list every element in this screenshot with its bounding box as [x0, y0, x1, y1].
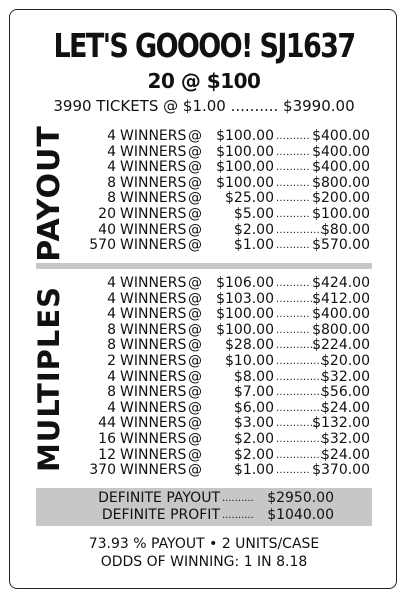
winners-label: WINNERS [120, 415, 187, 432]
leader-dots: .............. [276, 433, 324, 445]
winner-count: 4 [107, 306, 116, 323]
at-symbol: @ [188, 337, 202, 354]
payout-percentage-line: 73.93 % PAYOUT • 2 UNITS/CASE [88, 536, 320, 552]
prize-row [66, 432, 384, 448]
row-total: $24.00 [321, 446, 370, 463]
at-symbol: @ [188, 205, 202, 222]
row-total: $20.00 [321, 352, 370, 369]
row-total: $400.00 [312, 128, 370, 144]
row-total: $100.00 [312, 205, 370, 222]
row-total: $132.00 [312, 415, 370, 432]
prize-row [66, 176, 384, 192]
prize-amount: $3.00 [233, 415, 274, 432]
at-symbol: @ [188, 368, 202, 385]
prize-row [66, 323, 384, 339]
at-symbol: @ [188, 446, 202, 463]
row-total: $400.00 [312, 143, 370, 160]
prize-amount: $100.00 [216, 143, 274, 160]
prize-row [66, 238, 384, 254]
prize-amount: $1.00 [233, 462, 274, 479]
definite-payout-value: $2950.00 [267, 490, 334, 506]
at-symbol: @ [188, 290, 202, 307]
ticket-count-line: 3990 TICKETS @ $1.00 .......... $3990.00 [53, 97, 355, 115]
prize-amount: $100.00 [216, 174, 274, 191]
leader-dots: .......... [276, 208, 310, 220]
leader-dots: .......... [276, 146, 310, 158]
winner-count: 570 [89, 237, 116, 254]
leader-dots: ............ [276, 340, 317, 352]
at-symbol: @ [188, 143, 202, 160]
definite-payout-dots: .......... [222, 493, 254, 504]
leader-dots: .......... [276, 162, 310, 174]
at-symbol: @ [188, 321, 202, 338]
prize-amount: $103.00 [216, 290, 274, 307]
prize-row [66, 370, 384, 386]
at-symbol: @ [188, 306, 202, 323]
payout-rows [66, 129, 384, 254]
multiples-section-label [32, 276, 66, 481]
at-symbol: @ [188, 462, 202, 479]
prize-amount: $2.00 [233, 430, 274, 447]
definite-profit-dots: .......... [222, 510, 254, 521]
prize-row [66, 145, 384, 161]
game-subtitle: 20 @ $100 [147, 69, 261, 93]
winners-label: WINNERS [120, 462, 187, 479]
winners-label: WINNERS [120, 221, 187, 238]
winners-label: WINNERS [120, 321, 187, 338]
prize-row [66, 463, 384, 479]
winner-count: 4 [107, 128, 116, 144]
winners-label: WINNERS [120, 174, 187, 191]
prize-row [66, 276, 384, 292]
row-total: $224.00 [312, 337, 370, 354]
winner-count: 8 [107, 174, 116, 191]
leader-dots: .......... [276, 131, 310, 142]
winners-label: WINNERS [120, 352, 187, 369]
prize-row [66, 191, 384, 207]
prize-amount: $10.00 [225, 352, 274, 369]
section-divider [36, 263, 372, 269]
prize-row [66, 416, 384, 432]
at-symbol: @ [188, 430, 202, 447]
winners-label: WINNERS [120, 290, 187, 307]
prize-amount: $7.00 [233, 384, 274, 401]
winner-count: 4 [107, 290, 116, 307]
leader-dots: .......... [276, 465, 310, 477]
row-total: $370.00 [312, 462, 370, 479]
definite-payout-row [36, 490, 372, 507]
game-title: LET'S GOOOO! SJ1637 [53, 26, 355, 65]
row-total: $32.00 [321, 430, 370, 447]
prize-row [66, 385, 384, 401]
leader-dots: .......... [276, 193, 310, 205]
prize-amount: $28.00 [225, 337, 274, 354]
winners-label: WINNERS [120, 128, 187, 144]
prize-row [66, 223, 384, 239]
winners-label: WINNERS [120, 399, 187, 416]
winners-label: WINNERS [120, 446, 187, 463]
prize-row [66, 160, 384, 176]
winner-count: 8 [107, 384, 116, 401]
winner-count: 16 [98, 430, 116, 447]
multiples-label-text: MULTIPLES [32, 285, 66, 472]
prize-row [66, 292, 384, 308]
winner-count: 4 [107, 159, 116, 176]
definite-profit-value: $1040.00 [267, 507, 334, 523]
at-symbol: @ [188, 128, 202, 144]
row-total: $412.00 [312, 290, 370, 307]
prize-row [66, 448, 384, 464]
winner-count: 8 [107, 337, 116, 354]
definite-payout-label: DEFINITE PAYOUT [98, 490, 220, 506]
leader-dots: .......... [276, 324, 310, 336]
prize-amount: $1.00 [233, 237, 274, 254]
winners-label: WINNERS [120, 275, 187, 291]
prize-row [66, 401, 384, 417]
at-symbol: @ [188, 399, 202, 416]
winner-count: 370 [89, 462, 116, 479]
row-total: $24.00 [321, 399, 370, 416]
leader-dots: .............. [276, 371, 324, 383]
winners-label: WINNERS [120, 368, 187, 385]
payout-section-label [31, 124, 67, 262]
row-total: $32.00 [321, 368, 370, 385]
leader-dots: ............ [276, 293, 317, 305]
winner-count: 4 [107, 275, 116, 291]
summary-box [36, 488, 372, 526]
winners-label: WINNERS [120, 306, 187, 323]
winner-count: 44 [98, 415, 116, 432]
prize-amount: $106.00 [216, 275, 274, 291]
prize-amount: $100.00 [216, 128, 274, 144]
row-total: $570.00 [312, 237, 370, 254]
leader-dots: .......... [276, 240, 310, 252]
winners-label: WINNERS [120, 190, 187, 207]
winners-label: WINNERS [120, 205, 187, 222]
leader-dots: .............. [276, 402, 324, 414]
winners-label: WINNERS [120, 143, 187, 160]
winner-count: 4 [107, 143, 116, 160]
row-total: $424.00 [312, 275, 370, 291]
leader-dots: .............. [276, 355, 324, 367]
row-total: $400.00 [312, 306, 370, 323]
row-total: $200.00 [312, 190, 370, 207]
prize-row [66, 354, 384, 370]
row-total: $800.00 [312, 174, 370, 191]
row-total: $80.00 [321, 221, 370, 238]
at-symbol: @ [188, 190, 202, 207]
winner-count: 4 [107, 399, 116, 416]
multiples-rows [66, 276, 384, 479]
at-symbol: @ [188, 275, 202, 291]
winner-count: 12 [98, 446, 116, 463]
at-symbol: @ [188, 174, 202, 191]
at-symbol: @ [188, 384, 202, 401]
at-symbol: @ [188, 237, 202, 254]
winner-count: 8 [107, 190, 116, 207]
prize-amount: $2.00 [233, 221, 274, 238]
winners-label: WINNERS [120, 430, 187, 447]
prize-amount: $2.00 [233, 446, 274, 463]
prize-amount: $25.00 [225, 190, 274, 207]
leader-dots: .......... [276, 278, 310, 289]
row-total: $800.00 [312, 321, 370, 338]
prize-row [66, 338, 384, 354]
at-symbol: @ [188, 352, 202, 369]
definite-profit-row [36, 507, 372, 524]
prize-row [66, 129, 384, 145]
prize-amount: $100.00 [216, 306, 274, 323]
prize-amount: $6.00 [233, 399, 274, 416]
definite-profit-label: DEFINITE PROFIT [101, 507, 220, 523]
leader-dots: .............. [276, 449, 324, 461]
row-total: $56.00 [321, 384, 370, 401]
prize-amount: $100.00 [216, 321, 274, 338]
at-symbol: @ [188, 221, 202, 238]
leader-dots: .......... [276, 177, 310, 189]
leader-dots: ............ [276, 418, 317, 430]
winner-count: 20 [98, 205, 116, 222]
winners-label: WINNERS [120, 237, 187, 254]
winner-count: 2 [107, 352, 116, 369]
prize-row [66, 207, 384, 223]
payout-label-text: PAYOUT [31, 124, 67, 262]
winners-label: WINNERS [120, 337, 187, 354]
prize-row [66, 307, 384, 323]
prize-amount: $100.00 [216, 159, 274, 176]
leader-dots: .............. [276, 387, 324, 399]
odds-line: ODDS OF WINNING: 1 IN 8.18 [100, 554, 308, 570]
at-symbol: @ [188, 415, 202, 432]
winner-count: 4 [107, 368, 116, 385]
leader-dots: .............. [276, 224, 324, 236]
winners-label: WINNERS [120, 159, 187, 176]
winner-count: 40 [98, 221, 116, 238]
row-total: $400.00 [312, 159, 370, 176]
prize-amount: $8.00 [233, 368, 274, 385]
winner-count: 8 [107, 321, 116, 338]
at-symbol: @ [188, 159, 202, 176]
prize-amount: $5.00 [233, 205, 274, 222]
leader-dots: .......... [276, 309, 310, 321]
winners-label: WINNERS [120, 384, 187, 401]
